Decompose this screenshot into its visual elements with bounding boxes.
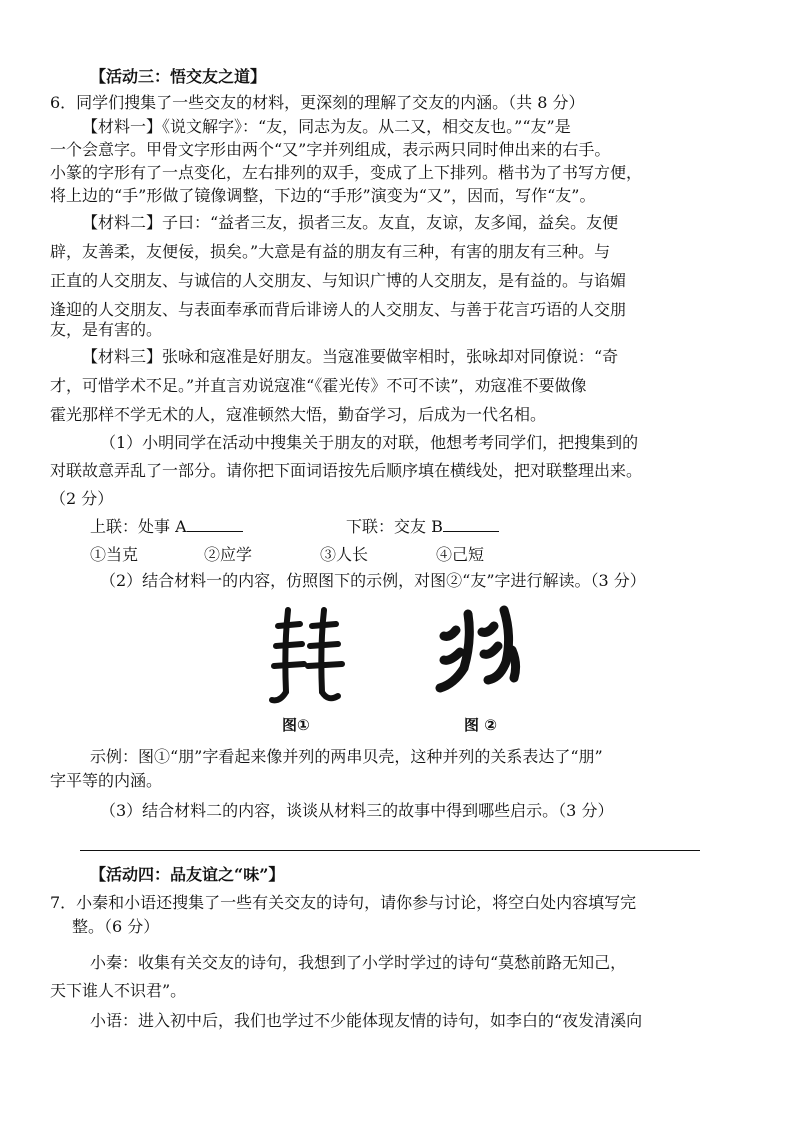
subquestion-1-line: （1）小明同学在活动中搜集关于朋友的对联，他想考考同学们，把搜集到的 [100,433,639,452]
material-2-line: 逢迎的人交朋友、与表面奉承而背后诽谤人的人交朋友、与善于花言巧语的人交朋 [50,300,627,319]
material-1-line: 【材料一】《说文解字》：“友，同志为友。从二又，相交友也。”“友”是 [82,117,571,136]
character-figure [250,596,550,736]
dialog-line: 天下谁人不识君”。 [50,981,187,1000]
material-3-line: 才，可惜学术不足。”并直言劝说寇准“《霍光传》不可不读”，劝寇准不要做像 [50,376,587,395]
figure-2-label: 图 ② [464,716,497,734]
couplet-upper-label: 上联：处事 A [90,517,187,536]
dialog-line: 小语：进入初中后，我们也学过不少能体现友情的诗句，如李白的“夜发清溪向 [90,1011,643,1030]
material-2-line: 【材料二】子曰：“益者三友，损者三友。友直，友谅，友多闻，益矣。友便 [82,213,619,232]
answer-blank-b[interactable] [443,517,499,532]
couplet-upper [90,516,243,538]
material-3-line: 霍光那样不学无术的人，寇准顿然大悟，勤奋学习，后成为一代名相。 [50,405,547,424]
answer-blank-a[interactable] [187,517,243,532]
question-7-line: 7．小秦和小语还搜集了一些有关交友的诗句，请你参与讨论，将空白处内容填写完 [50,893,637,912]
dialog-line: 小秦：收集有关交友的诗句，我想到了小学时学过的诗句“莫愁前路无知己， [90,953,627,972]
material-2-line: 正直的人交朋友、与诚信的人交朋友、与知识广博的人交朋友，是有益的。与谄媚 [50,271,627,290]
material-2-line: 友，是有害的。 [50,320,163,339]
subquestion-1-line: 对联故意弄乱了一部分。请你把下面词语按先后顺序填在横线处，把对联整理出来。 [50,461,643,480]
material-1-line: 将上边的“手”形做了镜像调整，下边的“手形”演变为“又”，因而，写作“友”。 [50,186,596,205]
subquestion-1-line: （2 分） [50,489,114,508]
activity3-heading: 【活动三：悟交友之道】 [90,67,267,86]
subquestion-3: （3）结合材料二的内容，谈谈从材料三的故事中得到哪些启示。（3 分） [100,801,614,820]
question-7-line: 整。（6 分） [72,917,160,936]
example-line: 示例：图①“朋”字看起来像并列的两串贝壳，这种并列的关系表达了“朋” [90,747,603,766]
option-2: ②应学 [204,545,253,564]
material-1-line: 小篆的字形有了一点变化，左右排列的双手，变成了上下排列。楷书为了书写方便， [50,163,643,182]
couplet-lower [346,516,499,538]
material-3-line: 【材料三】张咏和寇准是好朋友。当寇准要做宰相时，张咏却对同僚说：“奇 [82,347,619,366]
option-1: ①当克 [90,545,139,564]
material-1-line: 一个会意字。甲骨文字形由两个“又”字并列组成，表示两只同时伸出来的右手。 [50,140,611,159]
option-3: ③人长 [320,545,369,564]
example-line: 字平等的内涵。 [50,771,163,790]
activity4-heading: 【活动四：品友谊之“味”】 [90,865,285,884]
subquestion-2: （2）结合材料一的内容，仿照图下的示例，对图②“友”字进行解读。（3 分） [100,571,646,590]
figure-1-glyph [272,610,342,700]
answer-line[interactable] [80,850,700,851]
option-4: ④己短 [436,545,485,564]
figure-2-glyph [440,610,516,688]
couplet-lower-label: 下联：交友 B [346,517,443,536]
material-2-line: 辟，友善柔，友便佞，损矣。”大意是有益的朋友有三种，有害的朋友有三种。与 [50,242,611,261]
figure-1-label: 图① [282,716,310,734]
question-6-stem: 6．同学们搜集了一些交友的材料，更深刻的理解了交友的内涵。（共 8 分） [50,93,585,112]
